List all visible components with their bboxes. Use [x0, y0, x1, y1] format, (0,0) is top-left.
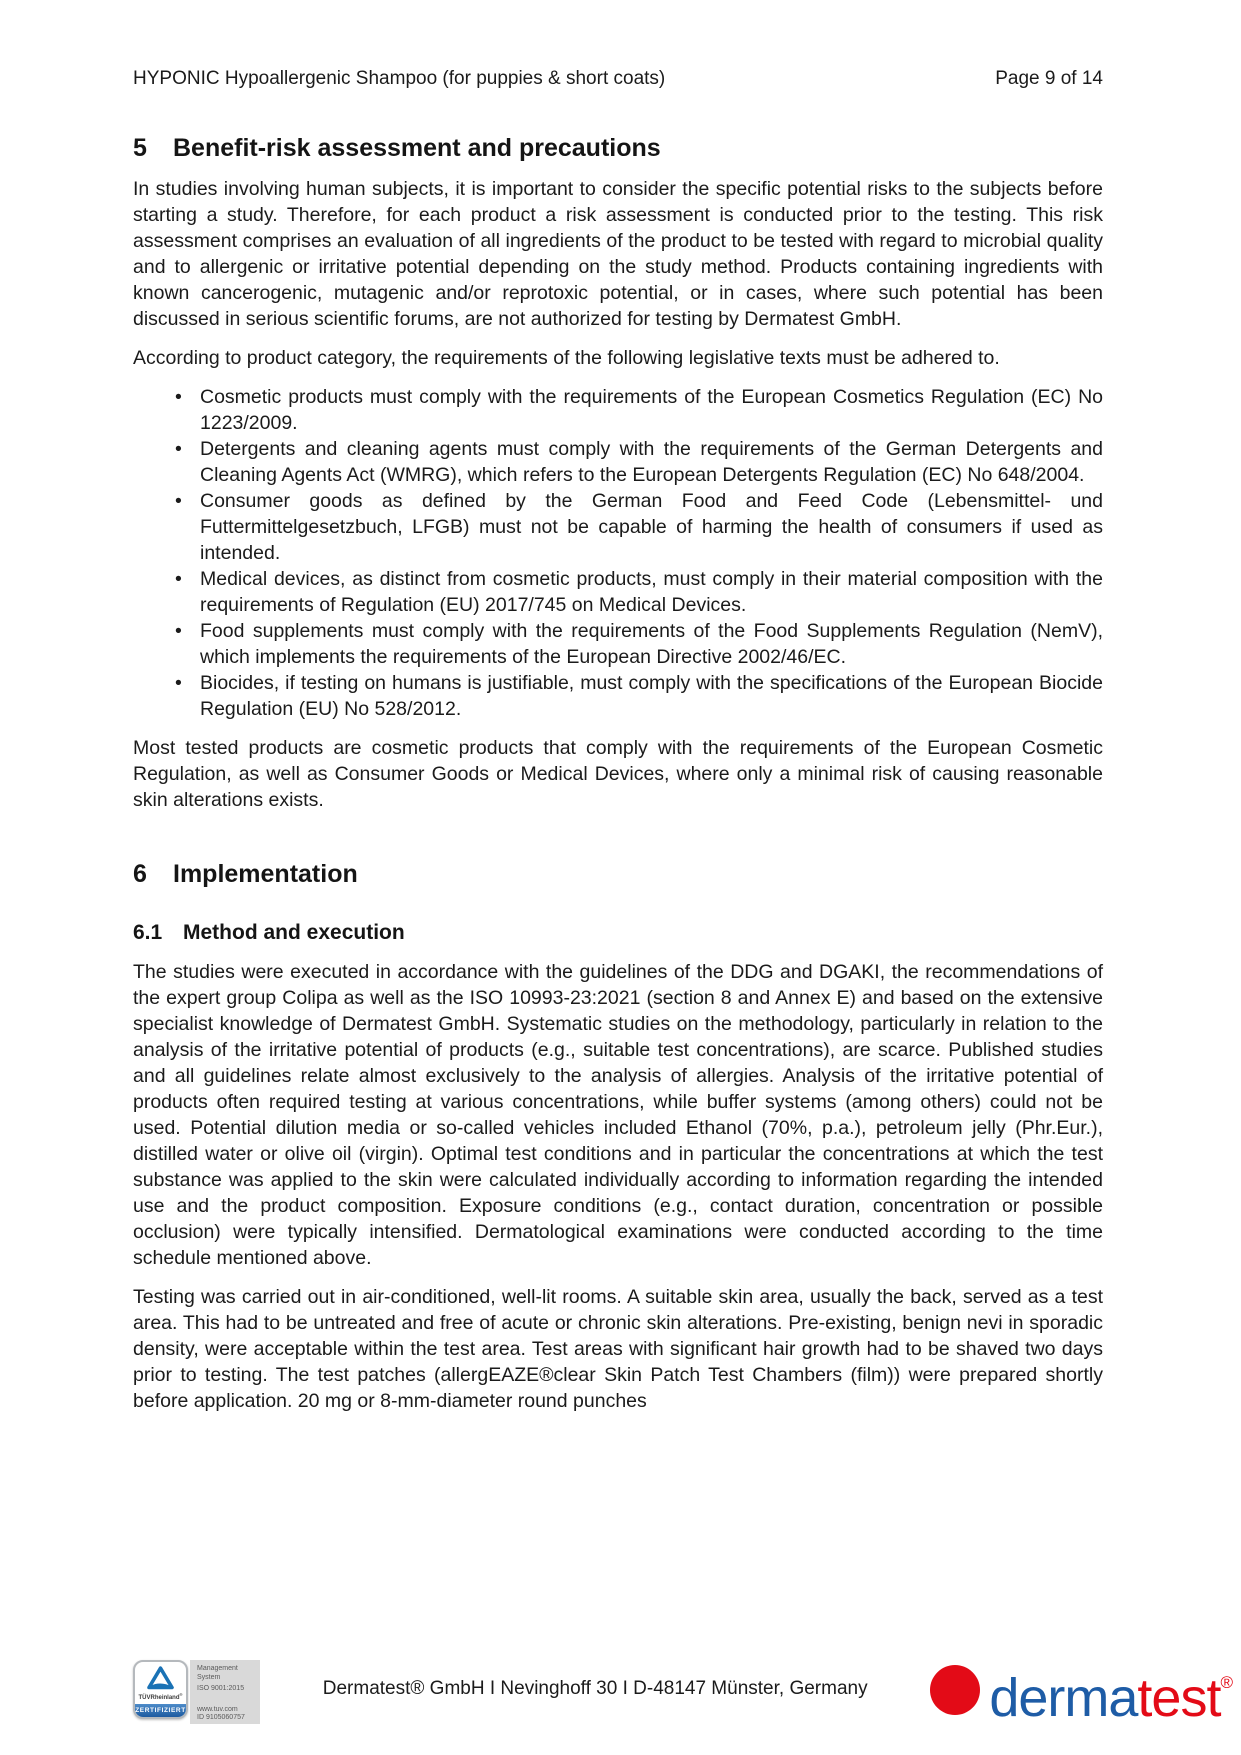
- tuv-iso-line: ISO 9001:2015: [197, 1685, 245, 1692]
- section-6-title: Implementation: [173, 860, 358, 888]
- registered-mark-icon: ®: [179, 1692, 183, 1697]
- tuv-zertifiziert-label: ZERTIFIZIERT: [135, 1704, 186, 1717]
- section-6-1-heading: [133, 919, 1103, 946]
- section-5-paragraph-3: Most tested products are cosmetic products that comply with the requirements of the European Cosmetic Regulation, as well as Consumer Goods or Medical Devices, where only a minimal risk of causing reasonable skin alterations exists.: [133, 737, 1103, 811]
- section-5-number: 5: [133, 134, 147, 162]
- section-5-paragraph-2: According to product category, the requirements of the following legislative texts must be adhered to.: [133, 347, 1000, 369]
- registered-mark-icon: ®: [1220, 1672, 1233, 1692]
- tuv-certificate-panel: [190, 1660, 260, 1724]
- section-6-1-title: Method and execution: [183, 921, 405, 944]
- page-footer: [0, 1647, 1241, 1755]
- list-item: • Detergents and cleaning agents must comply with the requirements of the German Detergents and Cleaning Agents Act (WMRG), which refers to the European Detergents Regulation (EC) No 648/2004.: [133, 436, 1103, 488]
- dermatest-wordmark-test: test: [1137, 1667, 1221, 1728]
- list-item: • Consumer goods as defined by the German Food and Feed Code (Lebensmittel- und Futtermittelgesetzbuch, LFGB) must not be capable of harming the health of consumers if used as intended.: [133, 488, 1103, 566]
- tuv-triangle-icon: [147, 1666, 174, 1691]
- section-6-number: 6: [133, 860, 147, 888]
- section-6-1-paragraph-2: Testing was carried out in air-conditioned, well-lit rooms. A suitable skin area, usually the back, served as a test area. This had to be untreated and free of acute or chronic skin alterations. Pre-existing, benign nevi in sporadic density, were acceptable within the test area. Test areas with significant hair growth had to be shaved two days prior to testing. The test patches (allergEAZE®clear Skin Patch Test Chambers (film)) were prepared shortly before application. 20 mg or 8-mm-diameter round punches: [133, 1286, 1103, 1412]
- list-item: • Biocides, if testing on humans is justifiable, must comply with the specifications of the European Biocide Regulation (EU) No 528/2012.: [133, 670, 1103, 722]
- tuv-url: www.tuv.com: [197, 1705, 238, 1713]
- page-number: Page 9 of 14: [995, 68, 1103, 89]
- list-item: • Cosmetic products must comply with the requirements of the European Cosmetics Regulation (EC) No 1223/2009.: [133, 384, 1103, 436]
- list-item: • Medical devices, as distinct from cosmetic products, must comply in their material composition with the requirements of Regulation (EU) 2017/745 on Medical Devices.: [133, 566, 1103, 618]
- dermatest-wordmark-derma: derma: [989, 1667, 1138, 1728]
- section-6-1-paragraph-1: The studies were executed in accordance with the guidelines of the DDG and DGAKI, the recommendations of the expert group Colipa as well as the ISO 10993-23:2021 (section 8 and Annex E) and based on the extensive specialist knowledge of Dermatest GmbH. Systematic studies on the methodology, particularly in relation to the analysis of the irritative potential of products (e.g., suitable test concentrations), are scarce. Published studies and all guidelines relate almost exclusively to the analysis of allergies. Analysis of the irritative potential of products often required testing at various concentrations, while buffer systems (among others) could not be used. Potential dilution media or so-called vehicles included Ethanol (70%, p.a.), petroleum jelly (Phr.Eur.), distilled water or olive oil (virgin). Optimal test conditions and in particular the concentrations at which the test substance was applied to the skin were calculated individually according to information regarding the intended use and the product composition. Exposure conditions (e.g., contact duration, concentration or possible occlusion) were typically intensified. Dermatological examinations were conducted according to the time schedule mentioned above.: [133, 961, 1103, 1269]
- dermatest-circle-icon: [930, 1665, 980, 1715]
- dermatest-wordmark: [989, 1656, 1233, 1728]
- list-item: • Food supplements must comply with the requirements of the Food Supplements Regulation (NemV), which implements the requirements of the European Directive 2002/46/EC.: [133, 618, 1103, 670]
- section-5-paragraph-1: In studies involving human subjects, it is important to consider the specific potential risks to the subjects before starting a study. Therefore, for each product a risk assessment is conducted prior to the testing. This risk assessment comprises an evaluation of all ingredients of the product to be tested with regard to microbial quality and to allergenic or irritative potential depending on the study method. Products containing ingredients with known cancerogenic, mutagenic and/or reprotoxic potential, or in cases, where such potential has been discussed in serious scientific forums, are not authorized for testing by Dermatest GmbH.: [133, 178, 1103, 330]
- page-header: [133, 68, 1103, 90]
- tuv-certificate-id: ID 9105060757: [197, 1714, 245, 1721]
- tuv-brand-text: TÜVRheinland®: [138, 1692, 183, 1701]
- tuv-system-line: System: [197, 1673, 221, 1681]
- doc-title: HYPONIC Hypoallergenic Shampoo (for puppies & short coats): [133, 68, 666, 89]
- tuv-management-line: Management: [197, 1665, 238, 1672]
- section-6-1-number: 6.1: [133, 921, 163, 944]
- section-6-heading: [133, 859, 1103, 889]
- company-address: Dermatest® GmbH I Nevinghoff 30 I D-48147 Münster, Germany: [322, 1678, 868, 1699]
- legislative-requirements-list: [133, 384, 1103, 722]
- section-5-title: Benefit-risk assessment and precautions: [173, 134, 661, 162]
- tuv-certification-logo: [133, 1660, 260, 1724]
- section-5-heading: [133, 133, 1103, 163]
- dermatest-logo: [930, 1656, 1233, 1729]
- tuv-badge: [133, 1660, 188, 1719]
